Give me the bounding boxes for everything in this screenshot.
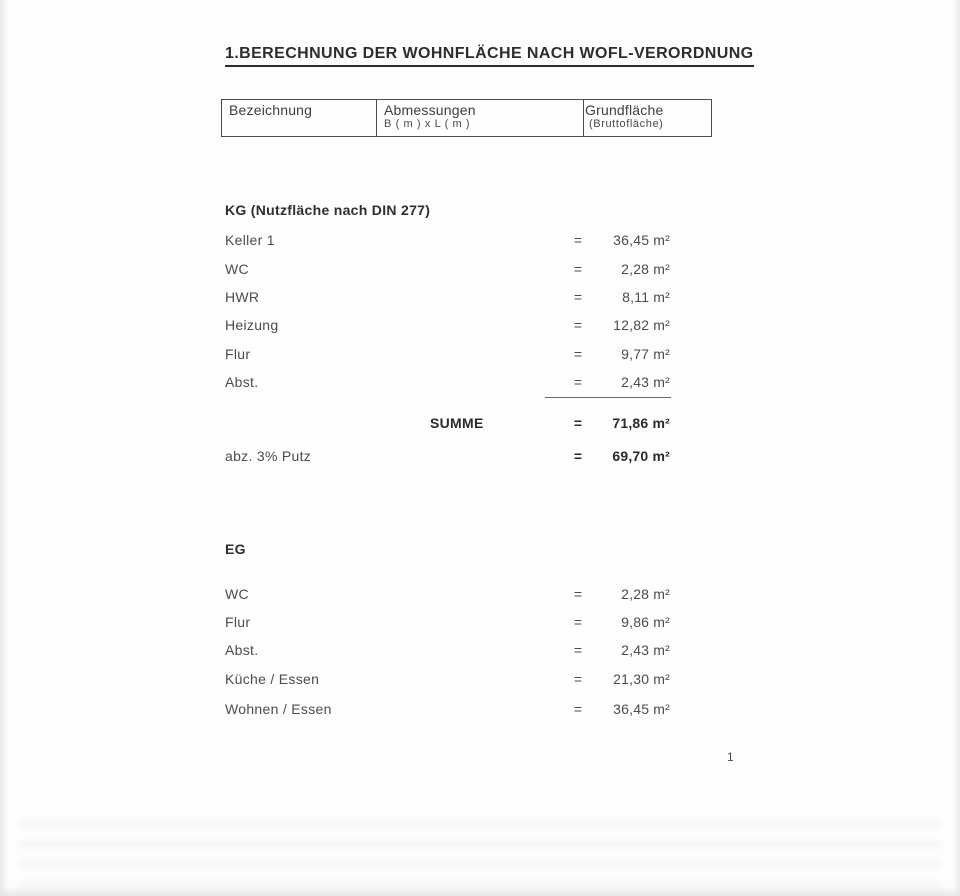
table-row <box>0 317 960 335</box>
row-value: 2,43 m² <box>621 642 670 658</box>
summe-row <box>0 415 960 433</box>
equals-sign: = <box>573 346 583 362</box>
header-cell-grundflaeche <box>584 100 711 136</box>
row-value: 9,86 m² <box>621 614 670 630</box>
row-label: WC <box>225 261 249 277</box>
table-row <box>0 346 960 364</box>
summe-value: 71,86 m² <box>612 415 670 431</box>
summe-label: SUMME <box>430 415 484 431</box>
header-label-bezeichnung: Bezeichnung <box>229 102 313 118</box>
equals-sign: = <box>573 232 583 248</box>
table-row <box>0 232 960 250</box>
equals-sign: = <box>573 261 583 277</box>
document-title: 1.BERECHNUNG DER WOHNFLÄCHE NACH WOFL-VERORDNUNG <box>225 45 754 67</box>
deduction-label: abz. 3% Putz <box>225 448 312 464</box>
row-value: 2,28 m² <box>621 586 670 602</box>
table-row <box>0 261 960 279</box>
header-sublabel-bruttoflaeche: (Bruttofläche) <box>589 118 664 130</box>
row-label: Keller 1 <box>225 232 275 248</box>
equals-sign: = <box>573 448 583 464</box>
page-number: 1 <box>727 750 734 764</box>
row-value: 36,45 m² <box>613 232 670 248</box>
equals-sign: = <box>573 671 583 687</box>
bleed-through-ghost-text <box>20 810 940 888</box>
row-label: Wohnen / Essen <box>225 701 332 717</box>
section-heading-eg: EG <box>225 541 246 557</box>
header-sublabel-dimensions: B ( m ) x L ( m ) <box>384 118 471 130</box>
table-row <box>0 374 960 392</box>
row-label: HWR <box>225 289 260 305</box>
photo-edge-bottom <box>0 886 960 896</box>
row-label: Abst. <box>225 642 259 658</box>
header-label-abmessungen: Abmessungen <box>384 102 476 118</box>
row-label: Abst. <box>225 374 259 390</box>
sum-divider-line <box>545 397 671 398</box>
equals-sign: = <box>573 586 583 602</box>
table-row <box>0 289 960 307</box>
table-row <box>0 642 960 660</box>
row-label: WC <box>225 586 249 602</box>
row-value: 21,30 m² <box>613 671 670 687</box>
equals-sign: = <box>573 317 583 333</box>
table-row <box>0 701 960 719</box>
header-label-grundflaeche: Grundfläche <box>585 102 664 118</box>
row-label: Flur <box>225 614 251 630</box>
column-header-table <box>221 99 712 137</box>
row-label: Küche / Essen <box>225 671 320 687</box>
row-value: 12,82 m² <box>613 317 670 333</box>
equals-sign: = <box>573 289 583 305</box>
row-value: 2,43 m² <box>621 374 670 390</box>
row-value: 2,28 m² <box>621 261 670 277</box>
section-heading-kg: KG (Nutzfläche nach DIN 277) <box>225 202 431 218</box>
header-cell-abmessungen <box>377 100 584 136</box>
table-row <box>0 614 960 632</box>
row-label: Heizung <box>225 317 279 333</box>
row-value: 36,45 m² <box>613 701 670 717</box>
equals-sign: = <box>573 374 583 390</box>
table-row <box>0 671 960 689</box>
row-value: 9,77 m² <box>621 346 670 362</box>
equals-sign: = <box>573 415 583 431</box>
deduction-row <box>0 448 960 466</box>
equals-sign: = <box>573 701 583 717</box>
deduction-value: 69,70 m² <box>612 448 670 464</box>
table-row <box>0 586 960 604</box>
equals-sign: = <box>573 642 583 658</box>
header-cell-bezeichnung <box>222 100 377 136</box>
row-label: Flur <box>225 346 251 362</box>
row-value: 8,11 m² <box>622 289 670 305</box>
equals-sign: = <box>573 614 583 630</box>
